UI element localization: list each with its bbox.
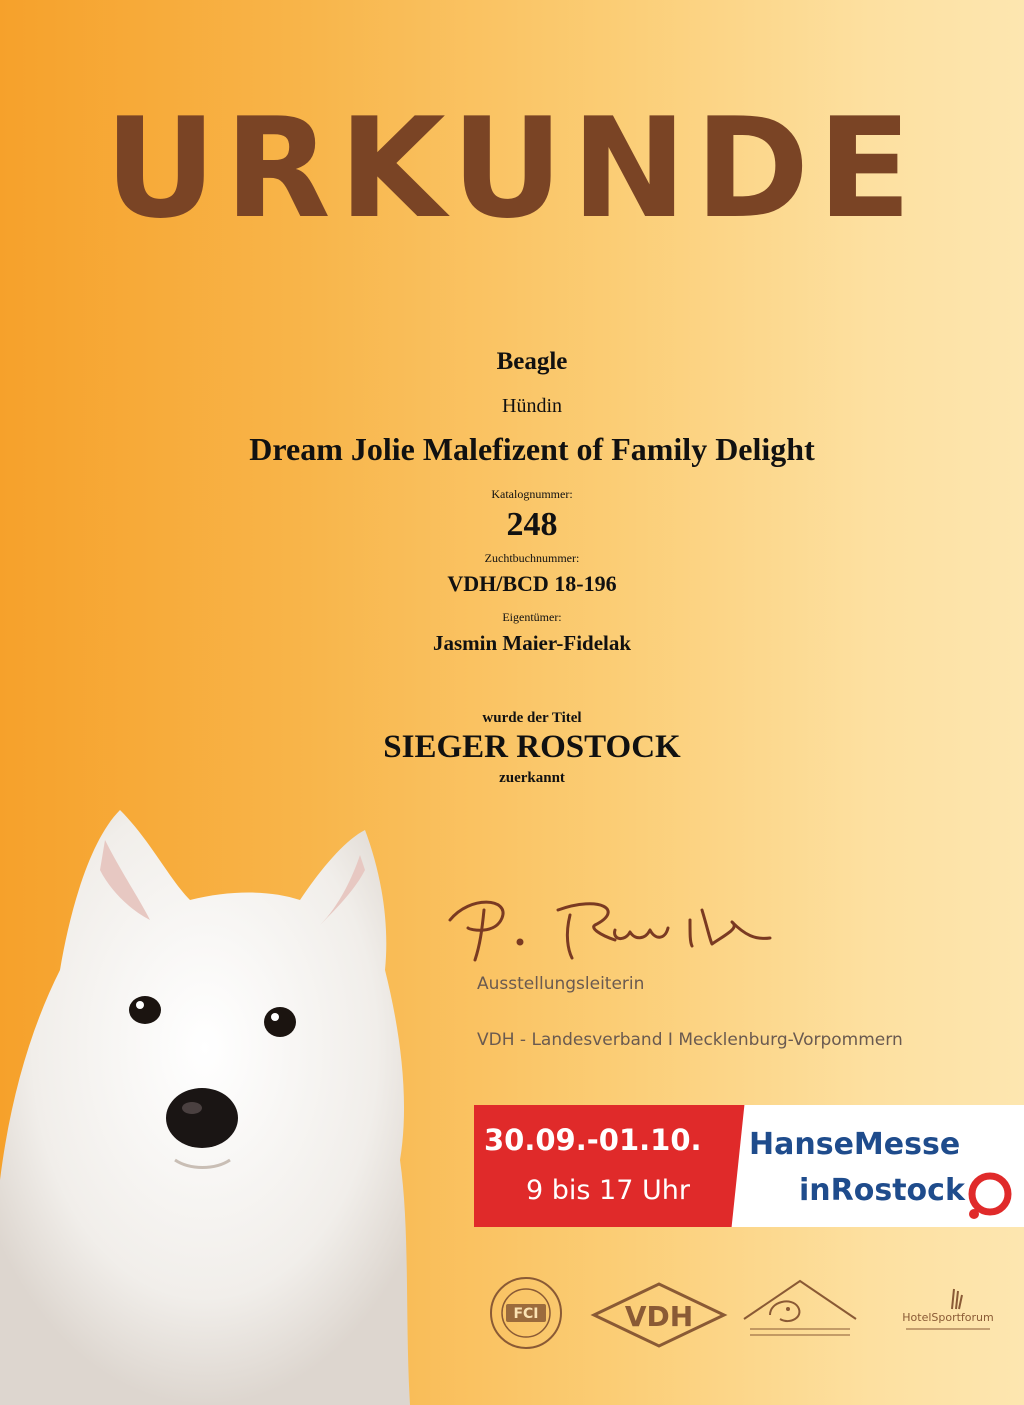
breed: Beagle [496,348,568,375]
organization: VDH - Landesverband I Mecklenburg-Vorpommern [477,1030,903,1050]
venue-name-line1: HanseMesse [749,1127,961,1162]
fci-logo [488,1275,564,1351]
venue-name-line2: inRostock [799,1173,965,1208]
title-prefix: wurde der Titel [482,710,582,726]
vdh-logo [590,1280,728,1350]
fci-logo-text: FCI [513,1306,539,1322]
title-suffix: zuerkannt [499,770,565,786]
certificate-title: URKUNDE [104,88,920,249]
signature-role: Ausstellungsleiterin [477,974,645,994]
event-banner [474,1105,1024,1227]
sex: Hündin [502,395,562,417]
catalog-number: 248 [506,506,558,543]
hotelsportforum-logo [898,1285,998,1335]
award-title: SIEGER ROSTOCK [383,729,681,765]
owner-label: Eigentümer: [502,610,562,624]
landesverband-logo [740,1275,860,1345]
hansemesse-ring-icon [960,1170,1018,1222]
studbook-label: Zuchtbuchnummer: [484,551,580,565]
dog-name: Dream Jolie Malefizent of Family Delight [249,431,815,467]
event-dates: 30.09.-01.10. [484,1123,702,1157]
catalog-label: Katalognummer: [491,487,573,501]
vdh-logo-text: VDH [624,1300,694,1333]
owner-name: Jasmin Maier-Fidelak [432,631,632,655]
signature-image [440,880,780,970]
studbook-number: VDH/BCD 18-196 [447,571,617,596]
westie-dog-photo [0,800,420,1405]
event-hours: 9 bis 17 Uhr [526,1175,690,1206]
hotelsportforum-logo-text: HotelSportforum [902,1311,994,1324]
